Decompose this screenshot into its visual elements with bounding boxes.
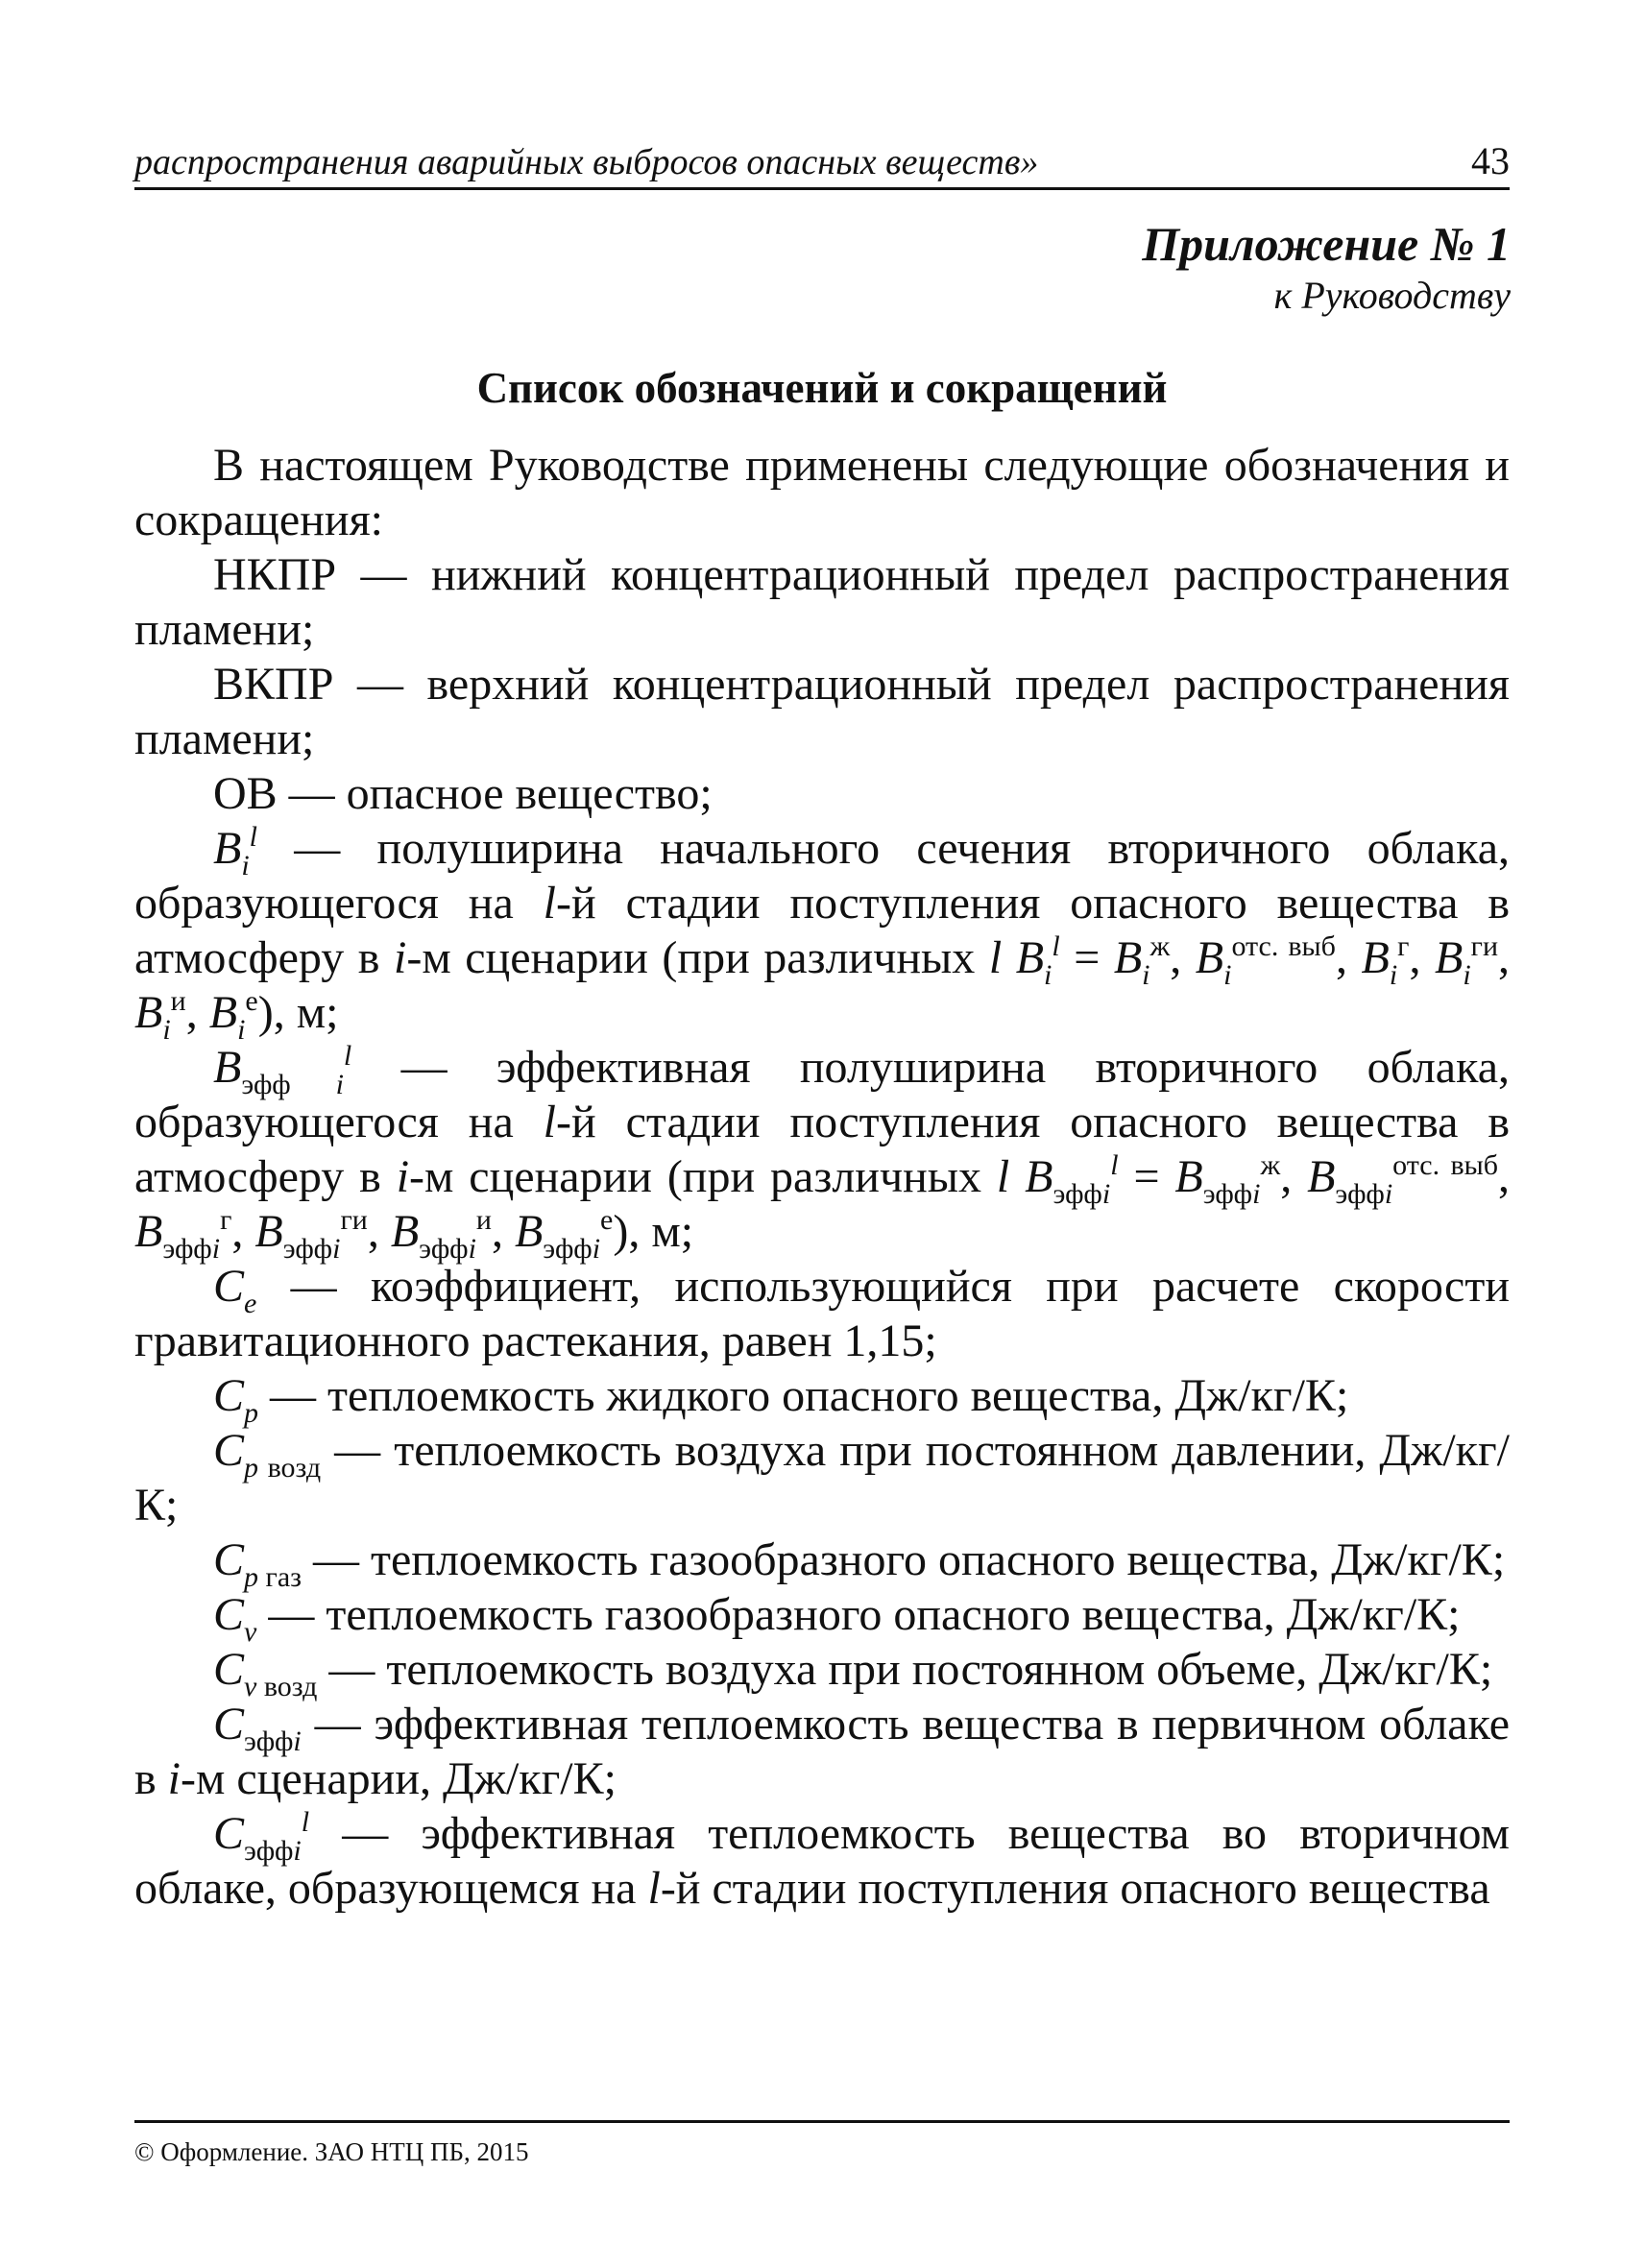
definition-ov: ОВ — опасное вещество; [213, 768, 713, 819]
definition-cp: $C_p$ — теплоемкость жидкого опасного вещества, Дж/кг/К; [213, 1370, 1349, 1429]
formula-symbol: $C_p$ [213, 1370, 259, 1429]
formula-symbol: $C_e$ [213, 1261, 257, 1319]
formula-inline: l $B_{эффi}^l = B_{эффi}^ж$, $B_{эффi}^{отс. выб}$, $B_{эффi}^г$, $B_{эффi}^{ги}$, $B_{эффi}^и$, $B_{эффi}^е$ [134, 1149, 1511, 1265]
formula-symbol: $C_{v возд}$ [213, 1644, 318, 1702]
definition-cp-gas: $C_{p газ}$ — теплоемкость газообразного опасного вещества, Дж/кг/К; [213, 1534, 1506, 1593]
formula-symbol: $C_v$ [213, 1589, 257, 1648]
section-heading: Список обозначений и сокращений [476, 364, 1168, 412]
body-text [134, 438, 1510, 1916]
formula-symbol: $B_i^l$ [213, 821, 258, 881]
formula-symbol: $C_{эффi}$ [213, 1699, 302, 1757]
page-number: 43 [1471, 139, 1510, 182]
definition-cv: $C_v$ — теплоемкость газообразного опасного вещества, Дж/кг/К; [213, 1589, 1461, 1648]
definition-cp-air: $C_{p возд}$ — теплоемкость воздуха при постоянном давлении, Дж/кг/К; [134, 1425, 1510, 1531]
definition-ceff: $C_{эффi}$ — эффективная теплоемкость вещества в первичном облаке в i-м сценарии, Дж/кг/К; [134, 1699, 1510, 1804]
running-header [134, 138, 1510, 190]
appendix-subtitle: к Руководству [1273, 274, 1511, 317]
formula-symbol: $C_{эффi}^l$ [213, 1806, 310, 1867]
appendix-label [1142, 215, 1511, 319]
formula-symbol: $C_{p газ}$ [213, 1534, 302, 1593]
footer-divider [134, 2120, 1510, 2123]
definition-b-eff: $B_{эфф i}^l$ — эффективная полуширина вторичного облака, образующегося на l-й стадии поступления опасного вещества в атмосферу в i-м сценарии (при различных l $B_{эффi}^l = B_{эффi}^ж$, $B_{эффi}^{отс. выб}$, $B_{эффi}^г$, $B_{эффi}^{ги}$, $B_{эффi}^и$, $B_{эффi}^е$), м; [134, 1040, 1511, 1265]
definition-vkpr: ВКПР — верхний концентрационный предел распространения пламени; [134, 659, 1510, 764]
appendix-title: Приложение № 1 [1142, 217, 1511, 271]
definition-ce: $C_e$ — коэффициент, использующийся при расчете скорости гравитационного растекания, равен 1,15; [134, 1261, 1510, 1366]
intro-paragraph: В настоящем Руководстве применены следующие обозначения и сокращения: [134, 440, 1510, 545]
formula-symbol: $C_{p возд}$ [213, 1425, 322, 1484]
definition-ceff-l: $C_{эффi}^l$ — эффективная теплоемкость вещества во вторичном облаке, образующемся на l-й стадии поступления опасного вещества [134, 1806, 1510, 1914]
definition-b-il: $B_i^l$ — полуширина начального сечения вторичного облака, образующегося на l-й стадии поступления опасного вещества в атмосферу в i-м сценарии (при различных l $B_i^l = B_i^ж$, $B_i^{отс. выб}$, $B_i^г$, $B_i^{ги}$, $B_i^и$, $B_i^е$), м; [134, 821, 1511, 1046]
formula-symbol: $B_{эфф i}^l$ [213, 1040, 352, 1100]
formula-inline: l $B_i^l = B_i^ж$, $B_i^{отс. выб}$, $B_i^г$, $B_i^{ги}$, $B_i^и$, $B_i^е$ [134, 930, 1511, 1046]
footer-copyright: © Оформление. ЗАО НТЦ ПБ, 2015 [134, 2137, 529, 2166]
definition-cv-air: $C_{v возд}$ — теплоемкость воздуха при постоянном объеме, Дж/кг/К; [213, 1644, 1493, 1702]
definition-nkpr: НКПР — нижний концентрационный предел распространения пламени; [134, 549, 1510, 655]
running-title: распространения аварийных выбросов опасных веществ» [134, 142, 1039, 182]
